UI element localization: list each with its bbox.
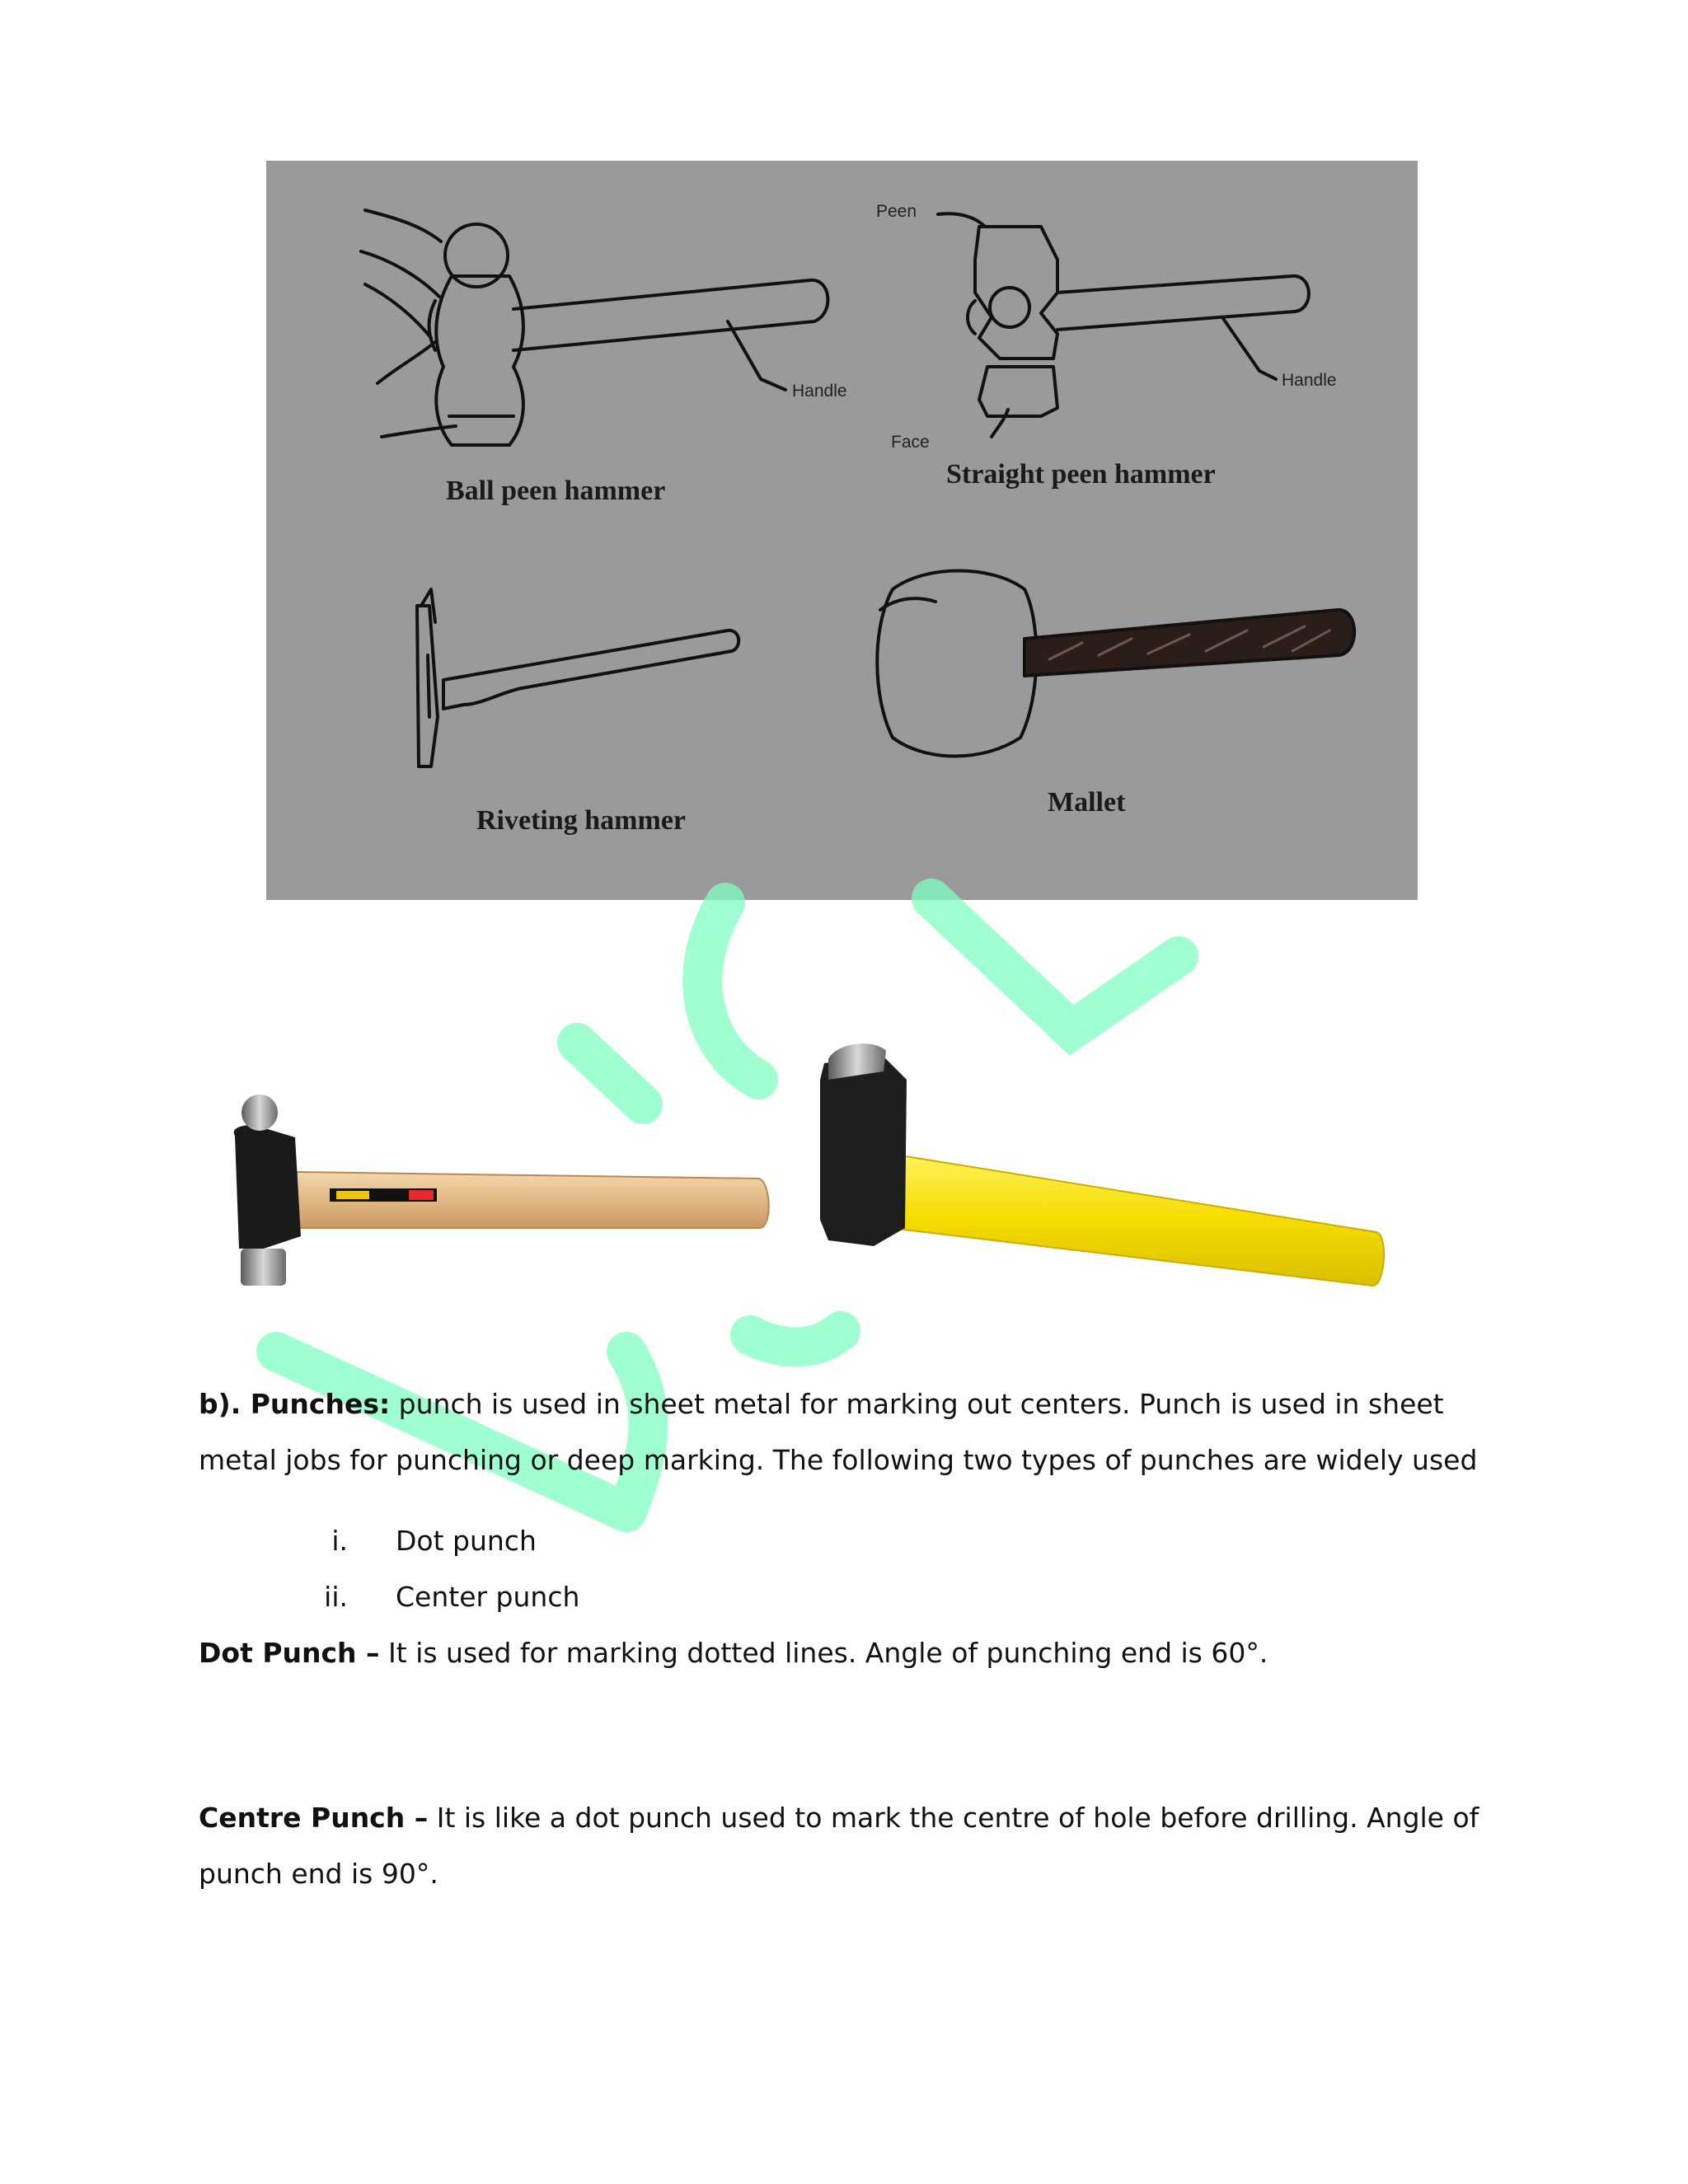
hammer-types-diagram xyxy=(266,161,1418,900)
riveting-hammer-drawing xyxy=(417,589,738,766)
list-item-number: ii. xyxy=(324,1581,348,1613)
handle-part-label-right: Handle xyxy=(1282,371,1337,390)
straight-peen-hammer-label: Straight peen hammer xyxy=(946,459,1216,490)
dot-punch-text: It is used for marking dotted lines. Angle of punching end is 60°. xyxy=(379,1637,1268,1669)
punches-intro-text: punch is used in sheet metal for marking out centers. Punch is used in sheet metal jobs for punching or deep marking. The following two types of punches are widely used xyxy=(199,1388,1478,1476)
handle-part-label-left: Handle xyxy=(792,382,847,401)
peen-part-label: Peen xyxy=(876,202,917,221)
centre-punch-heading: Centre Punch – xyxy=(199,1802,429,1834)
list-item xyxy=(297,1513,537,1569)
hammer-photos xyxy=(214,1014,1418,1327)
mallet-label: Mallet xyxy=(1048,787,1126,818)
riveting-hammer-label: Riveting hammer xyxy=(476,805,687,836)
punches-heading: b). Punches: xyxy=(199,1388,391,1420)
list-item-label: Center punch xyxy=(396,1581,580,1613)
hammer-drawings xyxy=(266,161,1418,900)
centre-punch-text: It is like a dot punch used to mark the centre of hole before drilling. Angle of punch end is 90°. xyxy=(199,1802,1479,1890)
centre-punch-paragraph xyxy=(199,1790,1501,1902)
dot-punch-heading: Dot Punch – xyxy=(199,1637,380,1669)
sledge-hammer-photo xyxy=(820,1043,1384,1286)
straight-peen-hammer-drawing xyxy=(938,213,1309,437)
list-item-label: Dot punch xyxy=(396,1525,537,1557)
punches-paragraph xyxy=(199,1376,1501,1488)
mallet-drawing xyxy=(877,571,1036,757)
ball-peen-hammer-label: Ball peen hammer xyxy=(446,476,666,506)
hammer-photos-svg xyxy=(214,1014,1418,1327)
list-item xyxy=(297,1569,579,1625)
face-part-label: Face xyxy=(891,433,930,452)
dot-punch-paragraph xyxy=(199,1625,1501,1681)
ball-peen-hammer-photo xyxy=(234,1094,769,1286)
ball-peen-hammer-drawing xyxy=(361,210,828,445)
list-item-number: i. xyxy=(331,1525,348,1557)
